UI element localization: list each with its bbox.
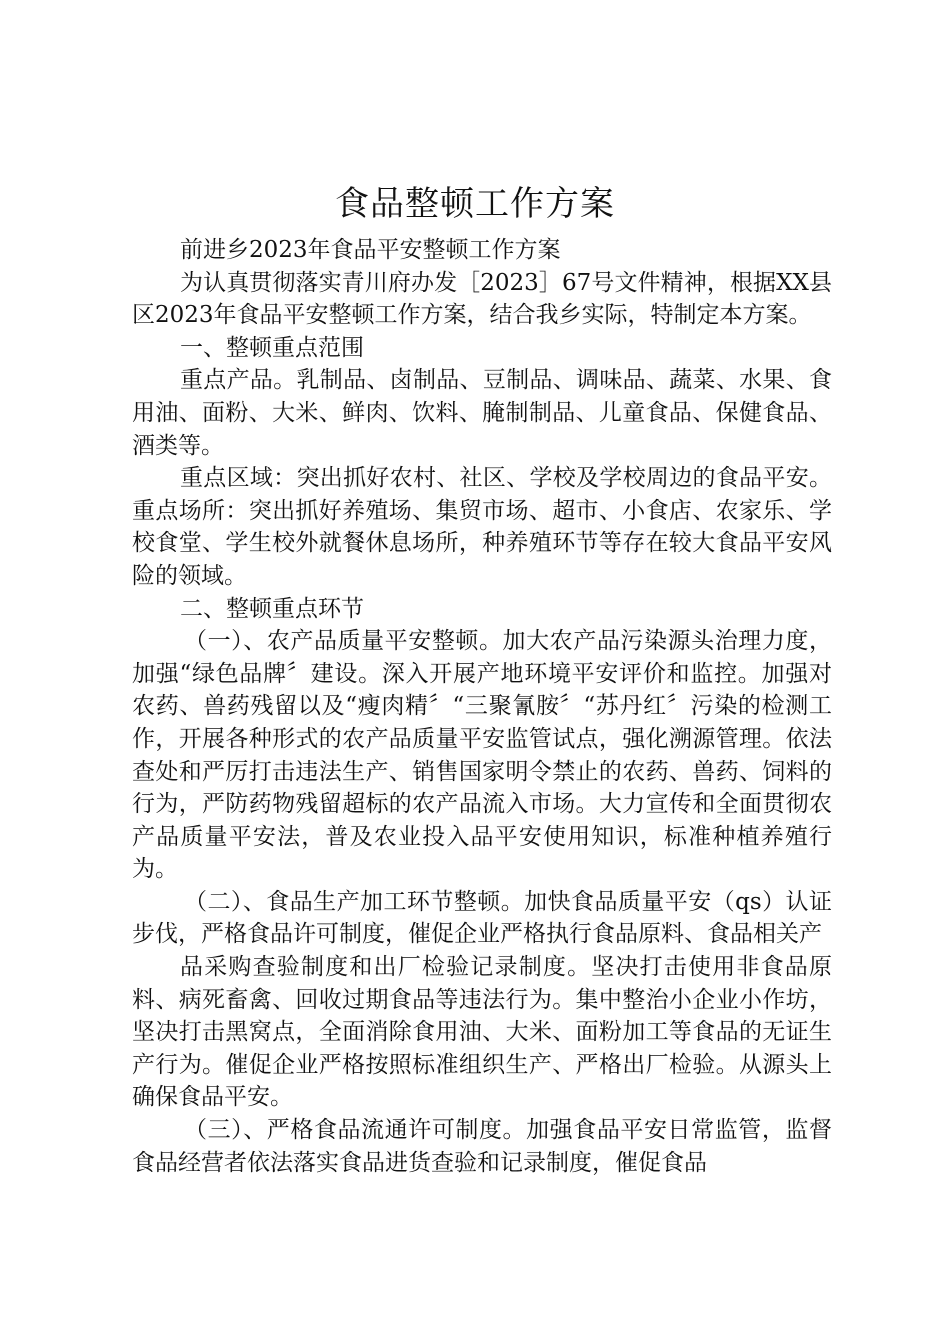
section-heading-scope: 一、整顿重点范围	[180, 334, 364, 361]
production-paragraph: （二）、食品生产加工环节整顿。加快食品质量平安（qs）认证步伐，严格食品许可制度，催促企业严格执行食品原料、食品相关产	[132, 888, 832, 948]
production-continued-paragraph: 品采购查验制度和出厂检验记录制度。坚决打击使用非食品原料、病死畜禽、回收过期食品等违法行为。集中整治小企业小作坊，坚决打击黑窝点，全面消除食用油、大米、面粉加工等食品的无证生产行为。催促企业严格按照标准组织生产、严格出厂检验。从源头上确保食品平安。	[132, 954, 832, 1111]
section-heading-links: 二、整顿重点环节	[180, 595, 364, 622]
key-products-paragraph: 重点产品。乳制品、卤制品、豆制品、调味品、蔬菜、水果、食用油、面粉、大米、鲜肉、饮料、腌制制品、儿童食品、保健食品、酒类等。	[132, 367, 832, 459]
document-title: 食品整顿工作方案	[335, 184, 615, 224]
subtitle-paragraph: 前进乡2023年食品平安整顿工作方案	[180, 237, 561, 263]
agri-quality-paragraph: （一）、农产品质量平安整顿。加大农产品污染源头治理力度，加强“绿色品牌〞建设。深入开展产地环境平安评价和监控。加强对农药、兽药残留以及“瘦肉精〞“三聚氰胺〞“苏丹红〞污染的检测工作，开展各种形式的农产品质量平安监管试点，强化溯源管理。依法查处和严厉打击违法生产、销售国家明令禁止的农药、兽药、饲料的行为，严防药物残留超标的农产品流入市场。大力宣传和全面贯彻农产品质量平安法，普及农业投入品平安使用知识，标准种植养殖行为。	[132, 628, 832, 883]
intro-paragraph: 为认真贯彻落实青川府办发［2023］67号文件精神，根据XX县区2023年食品平安整顿工作方案，结合我乡实际，特制定本方案。	[132, 269, 832, 329]
document-body	[132, 234, 832, 1179]
key-areas-paragraph: 重点区域：突出抓好农村、社区、学校及学校周边的食品平安。重点场所：突出抓好养殖场、集贸市场、超市、小食店、农家乐、学校食堂、学生校外就餐休息场所，种养殖环节等存在较大食品平安风险的领域。	[132, 465, 832, 589]
circulation-paragraph: （三）、严格食品流通许可制度。加强食品平安日常监管，监督食品经营者依法落实食品进货查验和记录制度，催促食品	[132, 1117, 832, 1176]
